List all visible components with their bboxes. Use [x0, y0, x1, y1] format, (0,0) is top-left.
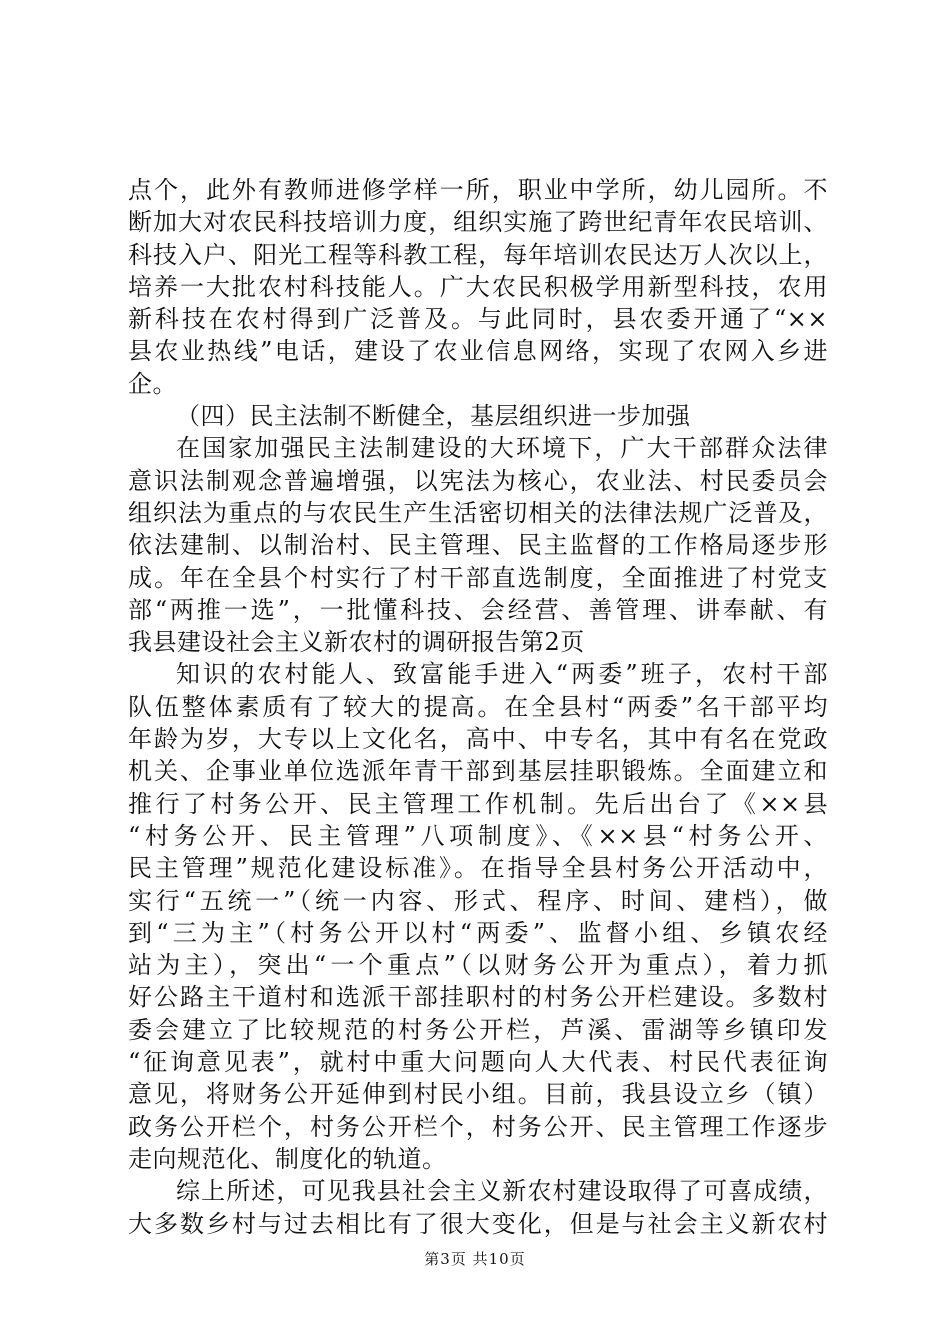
text-line: 依法建制、以制治村、民主管理、民主监督的工作格局逐步形 [128, 531, 828, 560]
text-line: 委会建立了比较规范的村务公开栏，芦溪、雷湖等乡镇印发 [128, 1015, 828, 1044]
text-line: 培养一大批农村科技能人。广大农民积极学用新型科技，农用 [128, 272, 828, 301]
text-line: “征询意见表”，就村中重大问题向人大代表、村民代表征询 [128, 1048, 828, 1077]
text-line: 好公路主干道村和选派干部挂职村的村务公开栏建设。多数村 [128, 983, 828, 1012]
page-number: 第3页 共10页 [424, 1250, 526, 1268]
text-line: 意识法制观念普遍增强，以宪法为核心，农业法、村民委员会 [128, 466, 828, 495]
text-line: 组织法为重点的与农民生产生活密切相关的法律法规广泛普及， [128, 498, 828, 527]
text-line: 断加大对农民科技培训力度，组织实施了跨世纪青年农民培训、 [128, 208, 828, 237]
body-text [128, 174, 828, 1240]
text-line: 新科技在农村得到广泛普及。与此同时，县农委开通了“×× [128, 305, 828, 334]
text-line: 机关、企事业单位选派年青干部到基层挂职锻炼。全面建立和 [128, 757, 828, 786]
text-line: 综上所述，可见我县社会主义新农村建设取得了可喜成绩， [176, 1177, 828, 1206]
text-line: 推行了村务公开、民主管理工作机制。先后出台了《××县 [128, 789, 828, 818]
text-line: 年龄为岁，大专以上文化名，高中、中专名，其中有名在党政 [128, 725, 828, 754]
page-title-note: 我县建设社会主义新农村的调研报告第2页 [128, 628, 585, 657]
text-line: 科技入户、阳光工程等科教工程，每年培训农民达万人次以上， [128, 240, 828, 269]
text-line: 队伍整体素质有了较大的提高。在全县村“两委”名干部平均 [128, 692, 828, 721]
text-line: 企。 [128, 369, 177, 398]
text-line: 实行“五统一”（统一内容、形式、程序、时间、建档），做 [128, 886, 828, 915]
text-line: 县农业热线”电话，建设了农业信息网络，实现了农网入乡进 [128, 337, 828, 366]
text-line: 大多数乡村与过去相比有了很大变化，但是与社会主义新农村 [128, 1209, 828, 1238]
text-line: 走向规范化、制度化的轨道。 [128, 1144, 447, 1173]
text-line: 政务公开栏个，村务公开栏个，村务公开、民主管理工作逐步 [128, 1112, 828, 1141]
text-line: 知识的农村能人、致富能手进入“两委”班子，农村干部 [176, 660, 828, 689]
text-line: 部“两推一选”，一批懂科技、会经营、善管理、讲奉献、有 [128, 595, 828, 624]
text-line: 在国家加强民主法制建设的大环境下，广大干部群众法律 [176, 434, 828, 463]
text-line: 成。年在全县个村实行了村干部直选制度，全面推进了村党支 [128, 563, 828, 592]
section-heading: （四）民主法制不断健全，基层组织进一步加强 [176, 402, 691, 431]
text-line: 民主管理”规范化建设标准》。在指导全县村务公开活动中， [128, 854, 828, 883]
text-line: 到“三为主”（村务公开以村“两委”、监督小组、乡镇农经 [128, 918, 828, 947]
text-line: 点个，此外有教师进修学样一所，职业中学所，幼儿园所。不 [128, 176, 828, 204]
text-line: 意见，将财务公开延伸到村民小组。目前，我县设立乡（镇） [128, 1080, 828, 1109]
text-line: 站为主），突出“一个重点”（以财务公开为重点），着力抓 [128, 951, 828, 980]
text-line: “村务公开、民主管理”八项制度》、《××县“村务公开、 [128, 821, 828, 850]
